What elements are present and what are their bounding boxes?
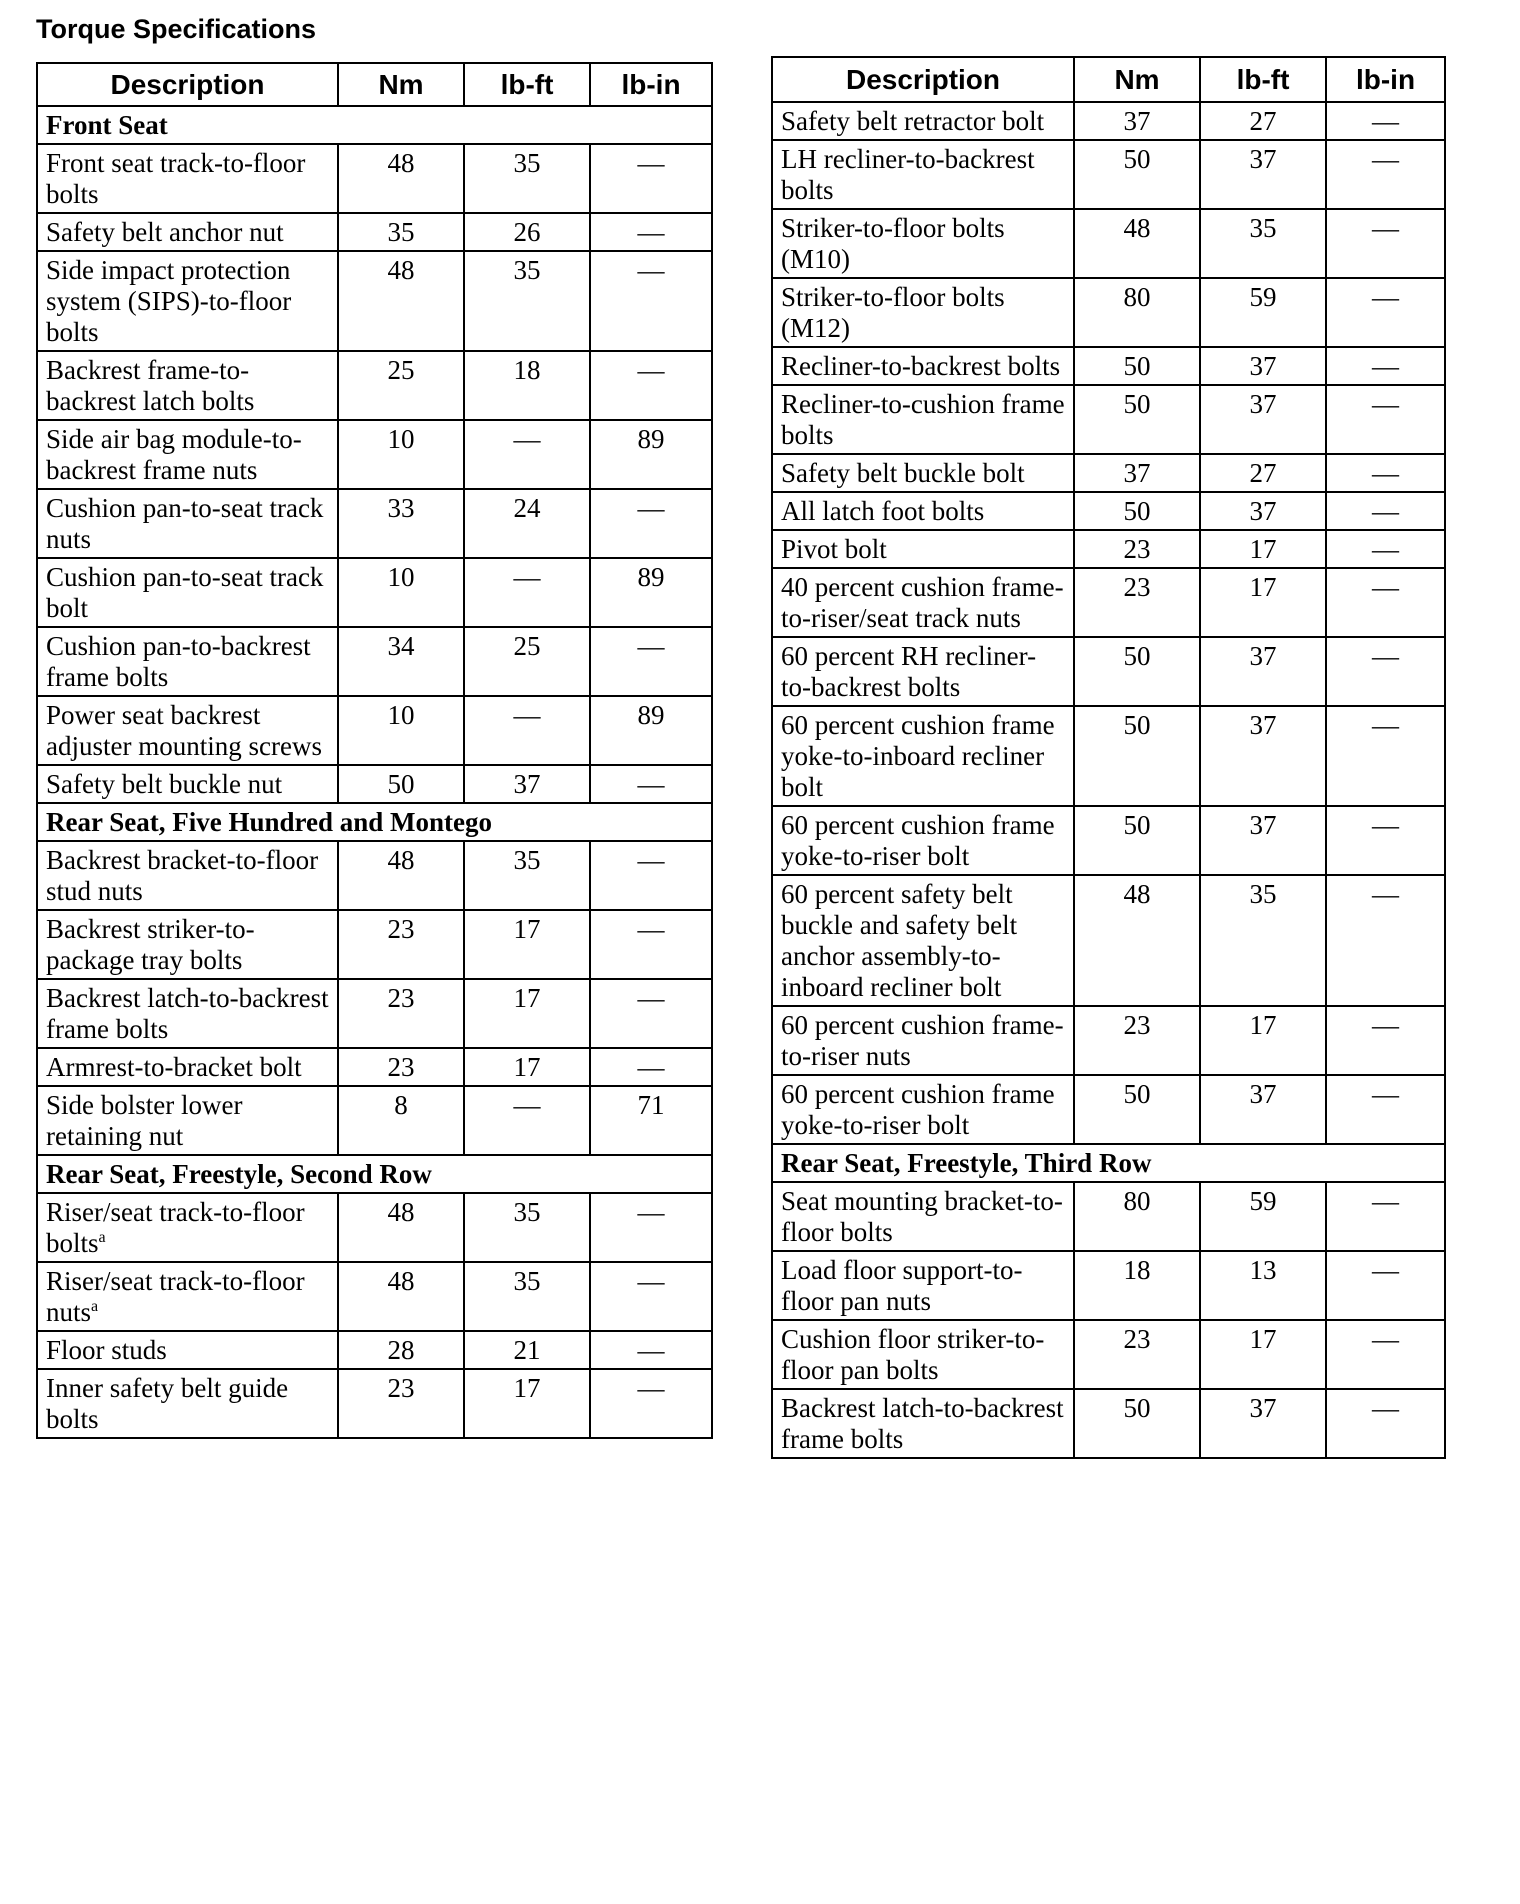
table-row xyxy=(37,1369,712,1438)
table-row xyxy=(37,765,712,803)
description-text: 60 percent cushion frame yoke-to-riser bolt xyxy=(781,810,1055,871)
description-text: Backrest bracket-to-floor stud nuts xyxy=(46,845,319,906)
description-cell xyxy=(772,347,1074,385)
table-row xyxy=(37,251,712,351)
table-row xyxy=(37,144,712,213)
description-text: Cushion pan-to-seat track bolt xyxy=(46,562,324,623)
nm-cell: 23 xyxy=(338,910,464,979)
table-row xyxy=(772,492,1445,530)
table-row xyxy=(772,706,1445,806)
lb-in-cell: — xyxy=(1326,1075,1445,1144)
description-cell xyxy=(37,1048,338,1086)
section-heading: Front Seat xyxy=(37,106,712,144)
table-row xyxy=(772,1251,1445,1320)
description-cell xyxy=(37,627,338,696)
description-cell xyxy=(37,1369,338,1438)
description-text: Safety belt buckle bolt xyxy=(781,458,1025,488)
lb-in-cell: — xyxy=(590,251,712,351)
lb-ft-cell: 37 xyxy=(1200,385,1326,454)
description-text: 60 percent cushion frame yoke-to-inboard recliner bolt xyxy=(781,710,1055,802)
lb-ft-cell: — xyxy=(464,420,590,489)
lb-in-cell: — xyxy=(590,213,712,251)
lb-in-cell: — xyxy=(1326,1320,1445,1389)
lb-ft-cell: 18 xyxy=(464,351,590,420)
lb-ft-cell: 35 xyxy=(464,1193,590,1262)
nm-cell: 50 xyxy=(1074,347,1200,385)
lb-ft-cell: 59 xyxy=(1200,278,1326,347)
description-text: Power seat backrest adjuster mounting screws xyxy=(46,700,322,761)
lb-ft-cell: 35 xyxy=(464,1262,590,1331)
description-text: Load floor support-to-floor pan nuts xyxy=(781,1255,1023,1316)
lb-ft-cell: 35 xyxy=(1200,209,1326,278)
torque-table-right xyxy=(771,56,1446,1459)
nm-cell: 23 xyxy=(1074,1006,1200,1075)
nm-cell: 25 xyxy=(338,351,464,420)
description-cell xyxy=(37,841,338,910)
col-header-lb-in: lb-in xyxy=(1326,57,1445,102)
table-row xyxy=(37,420,712,489)
col-header-lb-ft: lb-ft xyxy=(1200,57,1326,102)
lb-ft-cell: 26 xyxy=(464,213,590,251)
nm-cell: 28 xyxy=(338,1331,464,1369)
description-text: Front seat track-to-floor bolts xyxy=(46,148,306,209)
header-row xyxy=(37,63,712,106)
table-row xyxy=(772,454,1445,492)
description-cell xyxy=(37,558,338,627)
nm-cell: 50 xyxy=(1074,492,1200,530)
lb-ft-cell: 37 xyxy=(1200,806,1326,875)
description-cell xyxy=(772,806,1074,875)
lb-in-cell: — xyxy=(590,841,712,910)
lb-ft-cell: 21 xyxy=(464,1331,590,1369)
nm-cell: 37 xyxy=(1074,102,1200,140)
table-row xyxy=(772,530,1445,568)
footnote-marker: a xyxy=(91,1298,99,1315)
lb-ft-cell: 37 xyxy=(1200,140,1326,209)
lb-ft-cell: 35 xyxy=(464,841,590,910)
nm-cell: 10 xyxy=(338,696,464,765)
nm-cell: 50 xyxy=(1074,706,1200,806)
lb-ft-cell: 35 xyxy=(1200,875,1326,1006)
section-heading: Rear Seat, Freestyle, Second Row xyxy=(37,1155,712,1193)
description-cell xyxy=(37,144,338,213)
nm-cell: 80 xyxy=(1074,278,1200,347)
description-cell xyxy=(772,102,1074,140)
lb-in-cell: — xyxy=(590,1369,712,1438)
nm-cell: 23 xyxy=(338,1369,464,1438)
lb-ft-cell: 17 xyxy=(1200,1006,1326,1075)
lb-ft-cell: 24 xyxy=(464,489,590,558)
col-header-description: Description xyxy=(772,57,1074,102)
lb-in-cell: — xyxy=(1326,637,1445,706)
description-cell xyxy=(37,696,338,765)
nm-cell: 50 xyxy=(1074,1075,1200,1144)
description-cell xyxy=(772,209,1074,278)
section-row xyxy=(37,803,712,841)
lb-in-cell: — xyxy=(1326,140,1445,209)
table-row xyxy=(37,351,712,420)
lb-in-cell: — xyxy=(590,1048,712,1086)
description-cell xyxy=(772,1182,1074,1251)
table-row xyxy=(37,910,712,979)
lb-ft-cell: 35 xyxy=(464,144,590,213)
lb-in-cell: — xyxy=(590,1193,712,1262)
lb-in-cell: — xyxy=(1326,1389,1445,1458)
description-text: Inner safety belt guide bolts xyxy=(46,1373,289,1434)
description-text: Seat mounting bracket-to-floor bolts xyxy=(781,1186,1063,1247)
lb-ft-cell: 17 xyxy=(464,1369,590,1438)
lb-in-cell: — xyxy=(1326,1182,1445,1251)
description-text: Pivot bolt xyxy=(781,534,887,564)
nm-cell: 48 xyxy=(338,841,464,910)
description-text: Striker-to-floor bolts (M12) xyxy=(781,282,1005,343)
description-text: 40 percent cushion frame-to-riser/seat track nuts xyxy=(781,572,1064,633)
lb-ft-cell: 59 xyxy=(1200,1182,1326,1251)
description-cell xyxy=(37,213,338,251)
section-heading: Rear Seat, Five Hundred and Montego xyxy=(37,803,712,841)
table-row xyxy=(37,1262,712,1331)
lb-in-cell: 89 xyxy=(590,696,712,765)
description-text: Backrest frame-to-backrest latch bolts xyxy=(46,355,255,416)
table-row xyxy=(772,1075,1445,1144)
lb-in-cell: — xyxy=(590,144,712,213)
table-row xyxy=(772,875,1445,1006)
description-cell xyxy=(37,765,338,803)
description-text: 60 percent cushion frame-to-riser nuts xyxy=(781,1010,1064,1071)
description-cell xyxy=(37,251,338,351)
lb-ft-cell: 17 xyxy=(464,910,590,979)
description-cell xyxy=(772,875,1074,1006)
nm-cell: 10 xyxy=(338,558,464,627)
description-text: Backrest latch-to-backrest frame bolts xyxy=(46,983,329,1044)
lb-ft-cell: 37 xyxy=(1200,1389,1326,1458)
description-cell xyxy=(772,1006,1074,1075)
lb-ft-cell: 25 xyxy=(464,627,590,696)
lb-in-cell: 71 xyxy=(590,1086,712,1155)
description-cell xyxy=(772,454,1074,492)
lb-in-cell: — xyxy=(590,627,712,696)
table-row xyxy=(37,1048,712,1086)
table-row xyxy=(37,841,712,910)
lb-ft-cell: 17 xyxy=(1200,568,1326,637)
nm-cell: 23 xyxy=(338,979,464,1048)
lb-ft-cell: 37 xyxy=(1200,637,1326,706)
nm-cell: 50 xyxy=(1074,806,1200,875)
section-row xyxy=(37,106,712,144)
description-text: All latch foot bolts xyxy=(781,496,985,526)
nm-cell: 23 xyxy=(1074,568,1200,637)
description-cell xyxy=(772,1251,1074,1320)
table-row xyxy=(37,696,712,765)
description-text: Recliner-to-backrest bolts xyxy=(781,351,1061,381)
nm-cell: 48 xyxy=(338,1193,464,1262)
description-text: Riser/seat track-to-floor nuts xyxy=(46,1266,305,1327)
nm-cell: 18 xyxy=(1074,1251,1200,1320)
table-row xyxy=(772,637,1445,706)
nm-cell: 80 xyxy=(1074,1182,1200,1251)
description-cell xyxy=(772,637,1074,706)
description-cell xyxy=(772,706,1074,806)
description-cell xyxy=(37,979,338,1048)
table-row xyxy=(37,213,712,251)
description-text: Side impact protection system (SIPS)-to-floor bolts xyxy=(46,255,292,347)
lb-ft-cell: 13 xyxy=(1200,1251,1326,1320)
lb-in-cell: 89 xyxy=(590,558,712,627)
nm-cell: 33 xyxy=(338,489,464,558)
nm-cell: 50 xyxy=(1074,385,1200,454)
section-heading: Rear Seat, Freestyle, Third Row xyxy=(772,1144,1445,1182)
lb-in-cell: — xyxy=(1326,347,1445,385)
description-cell xyxy=(37,351,338,420)
nm-cell: 48 xyxy=(338,251,464,351)
description-cell xyxy=(37,420,338,489)
nm-cell: 23 xyxy=(1074,1320,1200,1389)
description-cell xyxy=(37,910,338,979)
lb-in-cell: — xyxy=(590,351,712,420)
description-text: Cushion pan-to-backrest frame bolts xyxy=(46,631,311,692)
lb-in-cell: — xyxy=(1326,875,1445,1006)
description-cell xyxy=(772,1320,1074,1389)
description-cell xyxy=(772,568,1074,637)
lb-ft-cell: 27 xyxy=(1200,454,1326,492)
table-row xyxy=(772,209,1445,278)
lb-in-cell: — xyxy=(1326,492,1445,530)
torque-table-left xyxy=(36,62,713,1439)
lb-in-cell: — xyxy=(1326,102,1445,140)
table-row xyxy=(37,627,712,696)
table-row xyxy=(772,1320,1445,1389)
lb-ft-cell: 37 xyxy=(1200,706,1326,806)
col-header-lb-ft: lb-ft xyxy=(464,63,590,106)
table-row xyxy=(772,806,1445,875)
header-row xyxy=(772,57,1445,102)
col-header-nm: Nm xyxy=(338,63,464,106)
nm-cell: 48 xyxy=(338,1262,464,1331)
table-row xyxy=(37,979,712,1048)
col-header-nm: Nm xyxy=(1074,57,1200,102)
nm-cell: 23 xyxy=(338,1048,464,1086)
description-text: Armrest-to-bracket bolt xyxy=(46,1052,302,1082)
nm-cell: 48 xyxy=(1074,875,1200,1006)
lb-ft-cell: 17 xyxy=(1200,530,1326,568)
description-cell xyxy=(37,1262,338,1331)
lb-in-cell: — xyxy=(1326,706,1445,806)
description-text: LH recliner-to-backrest bolts xyxy=(781,144,1035,205)
lb-ft-cell: 17 xyxy=(1200,1320,1326,1389)
table-row xyxy=(772,102,1445,140)
lb-in-cell: — xyxy=(1326,568,1445,637)
lb-in-cell: — xyxy=(590,979,712,1048)
col-header-description: Description xyxy=(37,63,338,106)
table-row xyxy=(37,558,712,627)
description-cell xyxy=(772,1075,1074,1144)
table-row xyxy=(37,1193,712,1262)
nm-cell: 37 xyxy=(1074,454,1200,492)
description-cell xyxy=(772,140,1074,209)
table-row xyxy=(772,1389,1445,1458)
nm-cell: 23 xyxy=(1074,530,1200,568)
page-title: Torque Specifications xyxy=(36,14,317,44)
description-text: Side air bag module-to-backrest frame nuts xyxy=(46,424,302,485)
description-cell xyxy=(772,1389,1074,1458)
lb-ft-cell: 17 xyxy=(464,979,590,1048)
lb-ft-cell: 37 xyxy=(1200,492,1326,530)
lb-in-cell: — xyxy=(1326,454,1445,492)
lb-in-cell: — xyxy=(590,765,712,803)
lb-ft-cell: — xyxy=(464,558,590,627)
lb-in-cell: — xyxy=(1326,806,1445,875)
table-row xyxy=(772,347,1445,385)
description-text: Backrest latch-to-backrest frame bolts xyxy=(781,1393,1064,1454)
lb-in-cell: — xyxy=(1326,530,1445,568)
table-row xyxy=(772,568,1445,637)
lb-ft-cell: 35 xyxy=(464,251,590,351)
description-text: Cushion floor striker-to-floor pan bolts xyxy=(781,1324,1045,1385)
nm-cell: 8 xyxy=(338,1086,464,1155)
description-text: 60 percent RH recliner-to-backrest bolts xyxy=(781,641,1037,702)
lb-in-cell: — xyxy=(590,1262,712,1331)
lb-ft-cell: 37 xyxy=(1200,347,1326,385)
lb-ft-cell: 37 xyxy=(1200,1075,1326,1144)
col-header-lb-in: lb-in xyxy=(590,63,712,106)
lb-in-cell: — xyxy=(590,1331,712,1369)
description-cell xyxy=(772,278,1074,347)
table-row xyxy=(37,489,712,558)
table-row xyxy=(772,140,1445,209)
description-text: Safety belt anchor nut xyxy=(46,217,284,247)
lb-ft-cell: 17 xyxy=(464,1048,590,1086)
description-text: Cushion pan-to-seat track nuts xyxy=(46,493,324,554)
description-text: 60 percent safety belt buckle and safety belt anchor assembly-to-inboard recliner bolt xyxy=(781,879,1018,1002)
description-text: 60 percent cushion frame yoke-to-riser bolt xyxy=(781,1079,1055,1140)
description-text: Side bolster lower retaining nut xyxy=(46,1090,243,1151)
description-cell xyxy=(37,1193,338,1262)
lb-ft-cell: — xyxy=(464,696,590,765)
table-row xyxy=(772,385,1445,454)
description-text: Safety belt buckle nut xyxy=(46,769,283,799)
description-text: Striker-to-floor bolts (M10) xyxy=(781,213,1005,274)
nm-cell: 50 xyxy=(338,765,464,803)
lb-in-cell: — xyxy=(590,489,712,558)
description-cell xyxy=(772,385,1074,454)
nm-cell: 10 xyxy=(338,420,464,489)
description-cell xyxy=(772,492,1074,530)
description-cell xyxy=(37,1086,338,1155)
section-row xyxy=(772,1144,1445,1182)
nm-cell: 48 xyxy=(338,144,464,213)
table-row xyxy=(772,1006,1445,1075)
lb-in-cell: — xyxy=(1326,385,1445,454)
lb-in-cell: — xyxy=(590,910,712,979)
nm-cell: 34 xyxy=(338,627,464,696)
lb-in-cell: 89 xyxy=(590,420,712,489)
table-row xyxy=(772,278,1445,347)
description-text: Safety belt retractor bolt xyxy=(781,106,1045,136)
nm-cell: 50 xyxy=(1074,1389,1200,1458)
lb-ft-cell: 27 xyxy=(1200,102,1326,140)
table-row xyxy=(37,1331,712,1369)
section-row xyxy=(37,1155,712,1193)
footnote-marker: a xyxy=(98,1229,106,1246)
description-text: Floor studs xyxy=(46,1335,167,1365)
lb-in-cell: — xyxy=(1326,1251,1445,1320)
nm-cell: 48 xyxy=(1074,209,1200,278)
description-cell xyxy=(37,489,338,558)
table-row xyxy=(772,1182,1445,1251)
description-cell xyxy=(37,1331,338,1369)
nm-cell: 35 xyxy=(338,213,464,251)
description-cell xyxy=(772,530,1074,568)
nm-cell: 50 xyxy=(1074,637,1200,706)
lb-ft-cell: 37 xyxy=(464,765,590,803)
description-text: Recliner-to-cushion frame bolts xyxy=(781,389,1065,450)
nm-cell: 50 xyxy=(1074,140,1200,209)
description-text: Riser/seat track-to-floor bolts xyxy=(46,1197,305,1258)
lb-in-cell: — xyxy=(1326,278,1445,347)
lb-in-cell: — xyxy=(1326,209,1445,278)
description-text: Backrest striker-to-package tray bolts xyxy=(46,914,255,975)
lb-in-cell: — xyxy=(1326,1006,1445,1075)
table-row xyxy=(37,1086,712,1155)
lb-ft-cell: — xyxy=(464,1086,590,1155)
